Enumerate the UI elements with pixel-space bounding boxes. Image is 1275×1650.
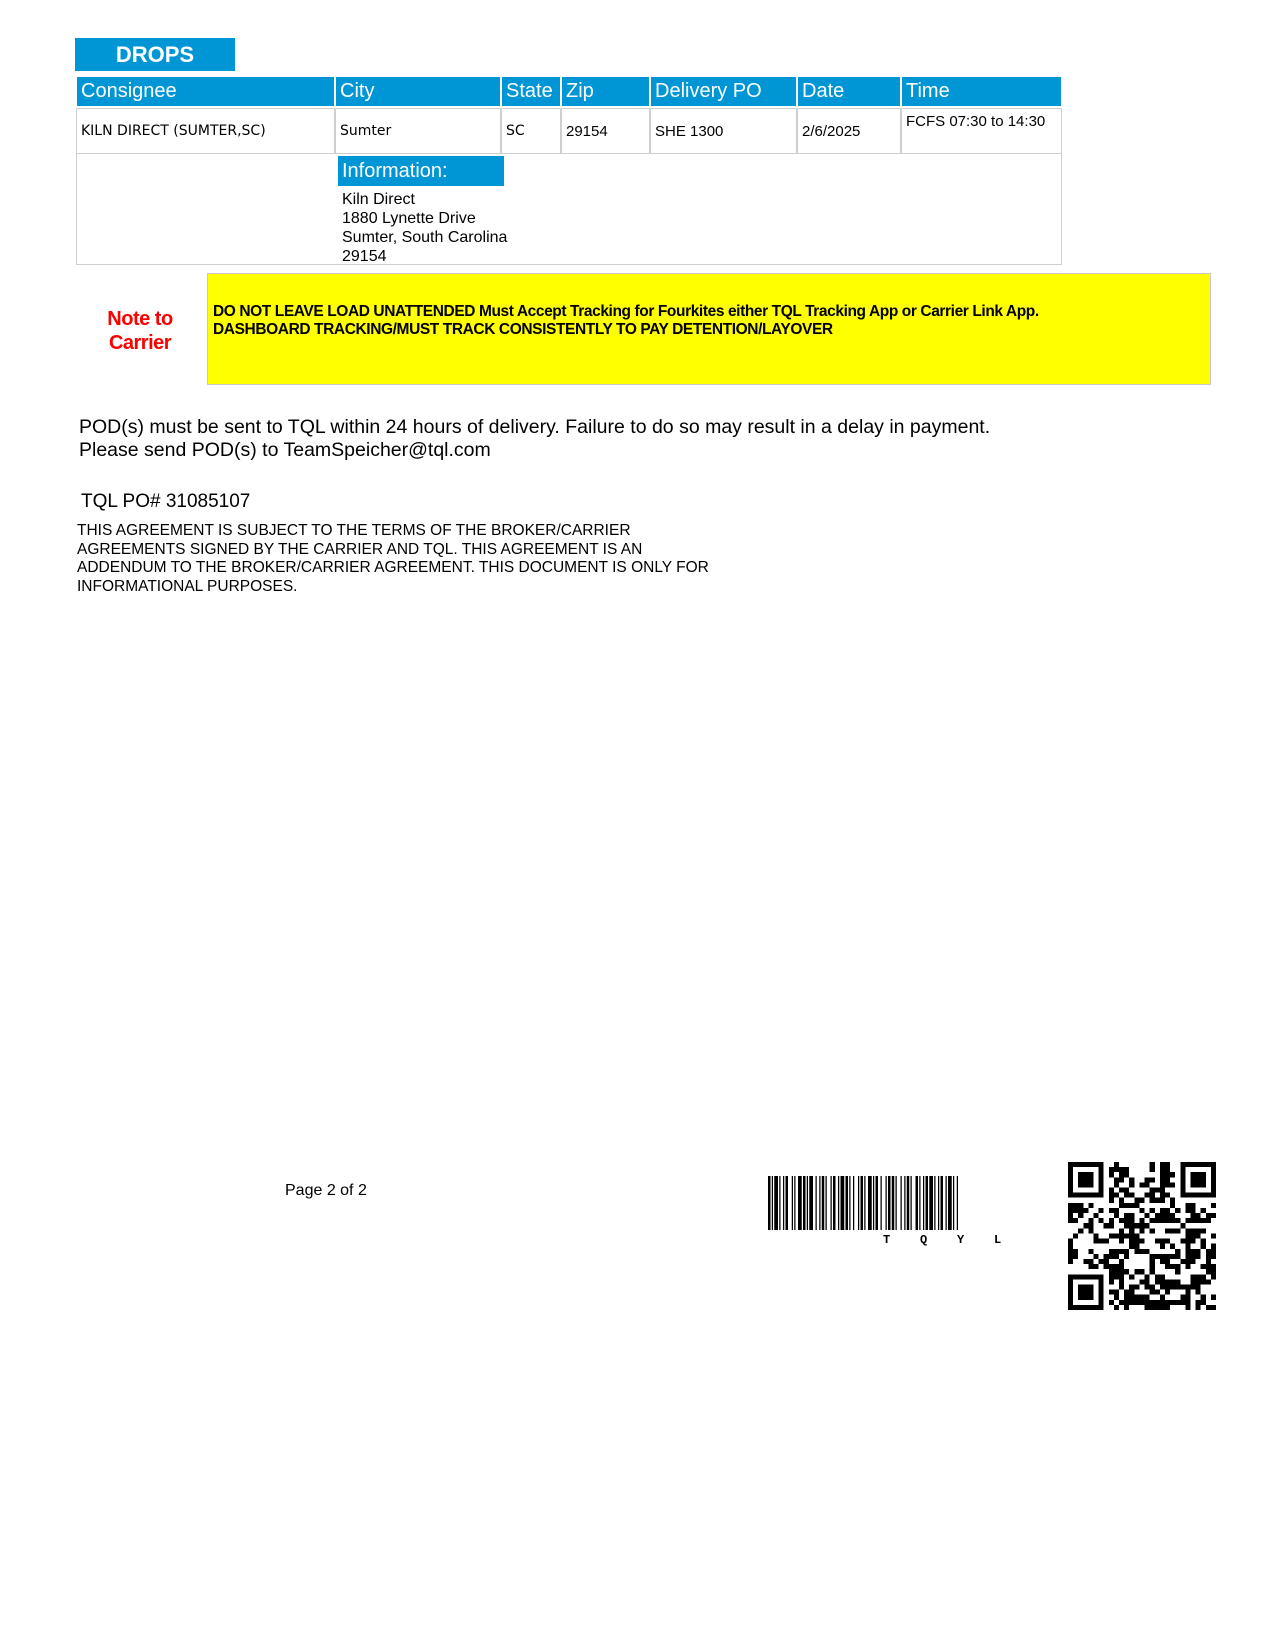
cell-delivery-po: SHE 1300 [650, 108, 797, 154]
information-label: Information: [338, 156, 504, 186]
header-date: Date [798, 77, 900, 106]
barcode-char: Q [920, 1233, 928, 1247]
drops-section-title: DROPS [75, 38, 235, 71]
note-to-carrier-box [207, 273, 1211, 385]
agreement-line: INFORMATIONAL PURPOSES. [77, 577, 298, 595]
barcode-char: Y [957, 1233, 965, 1247]
header-city: City [336, 77, 500, 106]
cell-zip: 29154 [561, 108, 650, 154]
pod-instructions [79, 416, 990, 462]
cell-consignee: KILN DIRECT (SUMTER,SC) [76, 108, 335, 154]
tql-po-number: TQL PO# 31085107 [81, 491, 251, 512]
information-line: Kiln Direct [342, 191, 415, 208]
table-border-bottom [76, 264, 1062, 265]
header-time: Time [902, 77, 1061, 106]
note-label-line: Carrier [108, 332, 172, 354]
note-line: DASHBOARD TRACKING/MUST TRACK CONSISTENTLY TO PAY DETENTION/LAYOVER [213, 321, 833, 338]
qr-code-icon [1068, 1162, 1216, 1310]
agreement-disclaimer [77, 522, 777, 596]
barcode-caption [768, 1233, 1053, 1251]
agreement-line: ADDENDUM TO THE BROKER/CARRIER AGREEMENT. THIS DOCUMENT IS ONLY FOR [77, 559, 709, 576]
information-line: 1880 Lynette Drive [342, 210, 476, 227]
table-border-left [76, 154, 77, 265]
cell-time: FCFS 07:30 to 14:30 [901, 108, 1062, 154]
barcode-char: L [994, 1233, 1002, 1247]
pod-line: Please send POD(s) to TeamSpeicher@tql.com [79, 439, 491, 461]
note-label-line: Note to [107, 308, 173, 330]
agreement-line: AGREEMENTS SIGNED BY THE CARRIER AND TQL. THIS AGREEMENT IS AN [77, 540, 643, 558]
information-line: Sumter, South Carolina [342, 229, 508, 246]
barcode-char: T [883, 1233, 891, 1247]
note-to-carrier-label [90, 307, 190, 355]
header-state: State [502, 77, 560, 106]
table-border-right [1061, 154, 1062, 265]
information-address [342, 190, 507, 266]
header-consignee: Consignee [77, 77, 334, 106]
pod-line: POD(s) must be sent to TQL within 24 hours of delivery. Failure to do so may result in a delay in payment. [79, 416, 991, 438]
agreement-line: THIS AGREEMENT IS SUBJECT TO THE TERMS OF THE BROKER/CARRIER [77, 522, 631, 539]
cell-state: SC [501, 108, 561, 154]
page-number: Page 2 of 2 [285, 1182, 367, 1199]
header-zip: Zip [562, 77, 649, 106]
header-delivery-po: Delivery PO [651, 77, 796, 106]
information-line: 29154 [342, 248, 387, 265]
cell-date: 2/6/2025 [797, 108, 901, 154]
note-line: DO NOT LEAVE LOAD UNATTENDED Must Accept Tracking for Fourkites either TQL Tracking App or Carrier Link App. [213, 303, 1039, 320]
barcode-icon [768, 1176, 1053, 1232]
cell-city: Sumter [335, 108, 501, 154]
